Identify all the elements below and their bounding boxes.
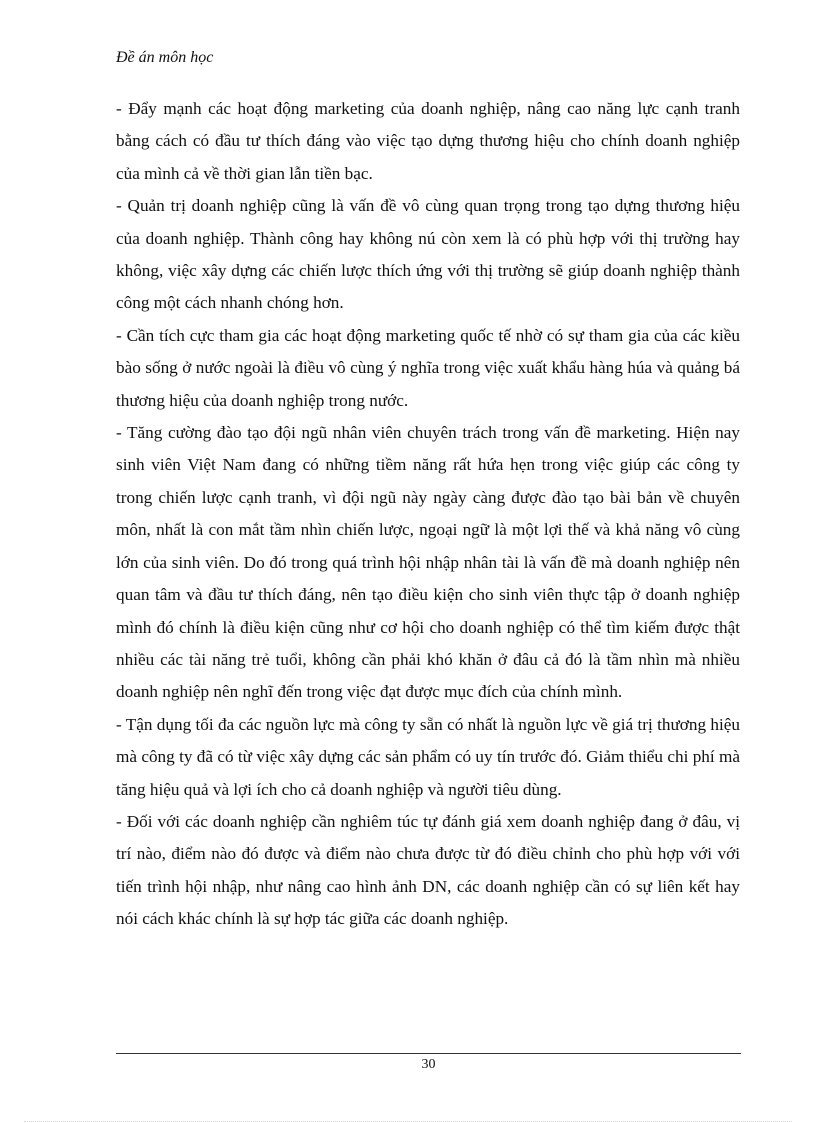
paragraph-management: - Quản trị doanh nghiệp cũng là vấn đề vô cùng quan trọng trong tạo dựng thương hiệu của doanh nghiệp. Thành công hay không nú còn xem là có phù hợp với thị trường hay không, việc xây dựng các chiến lược thích ứng với thị trường sẽ giúp doanh nghiệp thành công một cách nhanh chóng hơn. bbox=[116, 196, 740, 313]
paragraph-international-marketing: - Cần tích cực tham gia các hoạt động marketing quốc tế nhờ có sự tham gia của các kiều bào sống ở nước ngoài là điều vô cùng ý nghĩa trong việc xuất khẩu hàng húa và quảng bá thương hiệu của doanh nghiệp trong nước. bbox=[116, 325, 740, 410]
paragraph-marketing: - Đẩy mạnh các hoạt động marketing của doanh nghiệp, nâng cao năng lực cạnh tranh bằng cách có đầu tư thích đáng vào việc tạo dựng thương hiệu cho chính doanh nghiệp của mình cả về thời gian lẫn tiền bạc. bbox=[116, 99, 740, 183]
body-text bbox=[116, 93, 740, 936]
page-bottom-edge bbox=[24, 1121, 792, 1122]
paragraph-self-assessment: - Đối với các doanh nghiệp cần nghiêm túc tự đánh giá xem doanh nghiệp đang ở đâu, vị trí nào, điểm nào đó được và điểm nào chưa được từ đó điều chỉnh cho phù hợp với với tiến trình hội nhập, như nâng cao hình ảnh DN, các doanh nghiệp cần có sự liên kết hay nói cách khác chính là sự hợp tác giữa các doanh nghiệp. bbox=[116, 811, 740, 929]
paragraph-resources: - Tận dụng tối đa các nguồn lực mà công ty sẵn có nhất là nguồn lực về giá trị thương hiệu mà công ty đã có từ việc xây dựng các sản phẩm có uy tín trước đó. Giảm thiểu chi phí mà tăng hiệu quả và lợi ích cho cả doanh nghiệp và người tiêu dùng. bbox=[116, 714, 740, 799]
paragraph-staff-training: - Tăng cường đào tạo đội ngũ nhân viên chuyên trách trong vấn đề marketing. Hiện nay sinh viên Việt Nam đang có những tiềm năng rất hứa hẹn trong việc giúp các công ty trong chiến lược cạnh tranh, vì đội ngũ này ngày càng được đào tạo bài bản về chuyên môn, nhất là con mắt tầm nhìn chiến lược, ngoại ngữ là một lợi thế và khả năng vô cùng lớn của sinh viên. Do đó trong quá trình hội nhập nhân tài là vấn đề mà doanh nghiệp nên quan tâm và đầu tư thích đáng, nên tạo điều kiện cho sinh viên thực tập ở doanh nghiệp mình đó chính là điều kiện cũng như cơ hội cho doanh nghiệp có thể tìm kiếm được thật nhiều các tài năng trẻ tuổi, không cần phải khó khăn ở đâu cả đó là tầm nhìn mà nhiều doanh nghiệp nên nghĩ đến trong việc đạt được mục đích của chính mình. bbox=[116, 423, 740, 702]
running-header: Đề án môn học bbox=[116, 49, 214, 66]
page-number: 30 bbox=[421, 1057, 436, 1072]
footer-divider bbox=[116, 1053, 741, 1054]
